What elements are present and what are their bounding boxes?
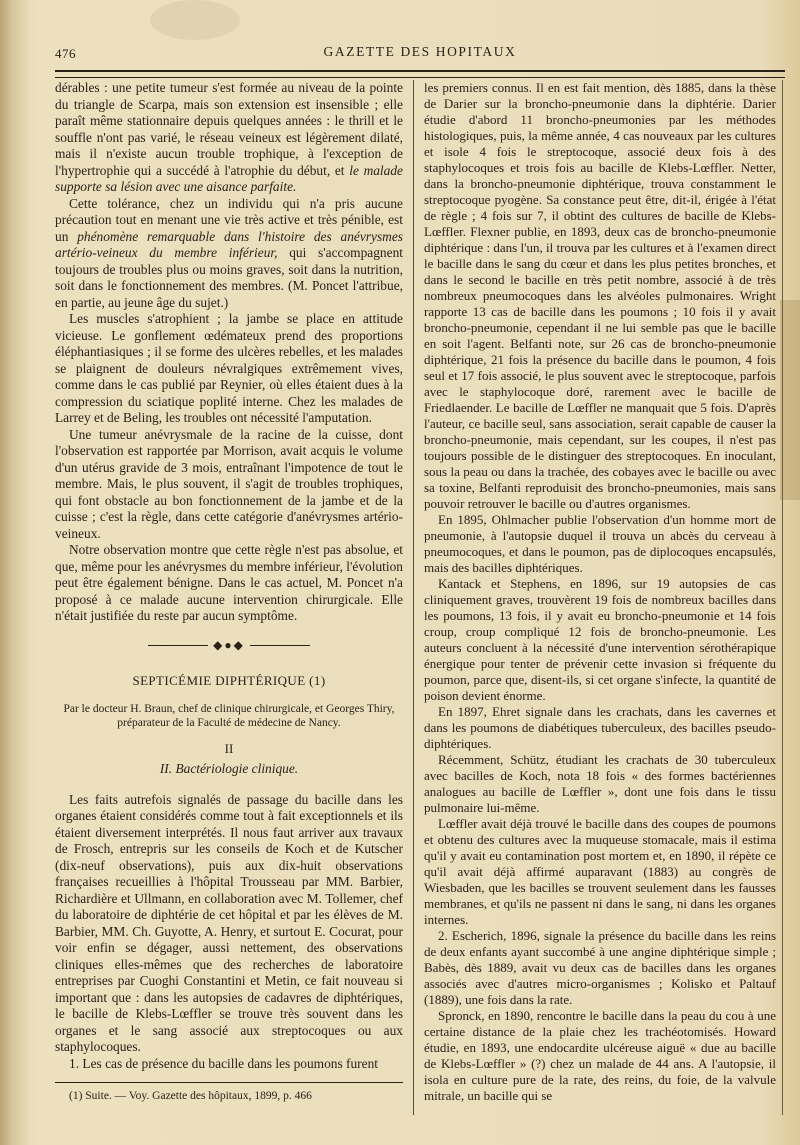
paragraph: Les faits autrefois signalés de passage du bacille dans les organes étaient considérés comme tout à fait exceptionnels et ils étaient diversement interprétés. Il nous faut arriver aux travaux de Frosch, entrepris sur les conseils de Koch et de Kutscher (dix-neuf observations), puis aux dix-huit observations françaises recueillies à l'hôpital Trousseau par MM. Barbier, Richardière et Ullmann, en collaboration avec M. Tollemer, chef du laboratoire de diphtérie de cet hôpital et par les élèves de M. Barbier, MM. Ch. Guyotte, A. Henry, et surtout E. Cocurat, pour voir enfin se dégager, aussi nettement, des observations cliniques elles-mêmes que des recherches de laboratoire entreprises par Cuoghi Constantini et Metin, ce fait nouveau si important que : dans les autopsies de cadavres de diphtériques, le bacille de Klebs-Lœffler se trouve très souvent dans les organes et le sang associé aux streptocoques ou aux staphylocoques. — [55, 791, 403, 1054]
article-title: SEPTICÉMIE DIPHTÉRIQUE (1) — [132, 673, 326, 688]
page-header — [55, 42, 785, 66]
page-edge-rule — [782, 80, 783, 1115]
paragraph: Récemment, Schütz, étudiant les crachats de 30 tuberculeux avec bacilles de Koch, nota 18 fois « des formes bactériennes analogues au bacille de Lœffler », dont une fois dans le tissu pulmonaire lui-même. — [424, 752, 776, 815]
paper-stain — [780, 300, 800, 500]
page-number: 476 — [55, 46, 76, 61]
paragraph: Une tumeur anévrysmale de la racine de la cuisse, dont l'observation est rapportée par Morrison, avait acquis le volume d'un utérus gravide de 3 mois, entraînant l'impotence de tout le membre. Mais, le plus souvent, il s'agit de troubles trophiques, qui font obstacle au bon fonctionnement de la jambe et de la cuisse ; c'est la règle, dans cette catégorie d'anévrysmes artério-veineux. — [55, 426, 403, 541]
paragraph: Les muscles s'atrophient ; la jambe se place en attitude vicieuse. Le gonflement œdémateux prend des proportions éléphantiasiques ; il se forme des ulcères rebelles, et les malades se plaignent de douleurs névralgiques extrêmement vives, comme dans le cas publié par Reynier, où elles étaient dues à la compression du sciatique poplité interne. Chez les malades de Larrey et de Beling, les troubles ont nécessité l'amputation. — [55, 311, 403, 425]
article-byline: Par le docteur H. Braun, chef de clinique chirurgicale, et Georges Thiry, préparateur de la Faculté de médecine de Nancy. — [63, 702, 395, 729]
paragraph: Notre observation montre que cette règle n'est pas absolue, et que, même pour les anévrysmes du membre inférieur, l'évolution peut être également bénigne. Dans le cas actuel, M. Poncet n'a proposé à ce malade aucune intervention chirurgicale. Elle n'était justifiée du reste par aucun symptôme. — [55, 542, 403, 623]
paper-stain — [0, 0, 30, 1145]
paragraph: En 1895, Ohlmacher publie l'observation d'un homme mort de pneumonie, à l'autopsie duquel il trouva un abcès du cerveau à pneumocoques, et dans le poumon, pas de diplocoques encapsulés, mais des bacilles diphtériques. — [424, 512, 776, 575]
journal-title: GAZETTE DES HOPITAUX — [323, 44, 517, 59]
section-number: II — [224, 740, 234, 756]
paragraph: 2. Escherich, 1896, signale la présence du bacille dans les reins de deux enfants ayant succombé à une angine diphtérique simple ; Babès, dès 1889, avait vu deux cas de bacilles dans les organes associés avec d'autres micro-organismes ; Kolisko et Paltauf (1889), une fois dans la rate. — [424, 928, 776, 1007]
left-column — [55, 80, 403, 1103]
paragraph: 1. Les cas de présence du bacille dans les poumons furent — [69, 1055, 378, 1071]
section-ornament: ◆●◆ — [55, 637, 403, 654]
paragraph: Lœffler avait déjà trouvé le bacille dans des coupes de poumons et obtenu des cultures avec la muqueuse stomacale, mais il estima qu'il y avait eu contamination post mortem et, en 1890, il répète ce qu'il avait déjà affirmé auparavant (1883) au congrès de Wiesbaden, que les bacilles se trouvent seulement dans les fausses membranes, et qu'ils ne passent ni dans le sang, ni dans les organes internes. — [424, 816, 776, 927]
paragraph: les premiers connus. Il en est fait mention, dès 1885, dans la thèse de Darier sur la broncho-pneumonie dans la diphtérie. Darier étudie d'abord 11 broncho-pneumonies par les méthodes histologiques, puis, la même année, 4 cas nouveaux par les cultures et isole 4 fois le streptocoque, associé deux fois à des staphylocoques et trois fois au bacille de Klebs-Lœffler. Netter, dans la broncho-pneumonie diphtérique, trouva constamment le streptocoque pyogène. Sa constance peut être, dit-il, érigée à l'état de règle ; 4 fois sur 7, il obtint des cultures de bacille de Klebs-Lœffler. Flexner publie, en 1893, deux cas de broncho-pneumonie diphtérique : dans l'un, il trouva par les cultures et à l'examen direct le bacille dans le sang du cœur et dans les plus petites bronches, et dans le second le bacille en très petit nombre, associé à de très nombreux pneumocoques dans les alvéoles pulmonaires. Wright rapporte 13 cas de bacille dans les poumons ; 10 fois il y avait broncho-pneumonie, cependant il ne lui semble pas que le bacille en soit l'agent. Belfanti note, sur 26 cas de broncho-pneumonie diphtérique, 21 fois la présence du bacille dans le poumon, 4 fois seul et 17 fois associé, le plus souvent avec le streptocoque, parfois avec le staphylocoque doré, rarement avec le bacille de Friedlaender. Le bacille de Lœffler ne manquait que 5 fois. D'après l'auteur, ce bacille seul, sans association, serait capable de causer la broncho-pneumonie, mais cependant, sur les coupes, il n'est pas toujours possible de le distinguer des streptocoques. En inoculant, sous la peau ou dans la trachée, des cobayes avec le bacille ou avec sa toxine, Belfanti reproduisit des broncho-pneumonies, mais sans pouvoir retrouver le bacille ou d'autres organismes. — [424, 80, 776, 511]
right-column — [424, 80, 776, 1104]
footnote-rule — [55, 1082, 403, 1083]
paragraph: dérables : une petite tumeur s'est formée au niveau de la pointe du triangle de Scarpa, mais son extension est insensible ; elle paraît même stationnaire depuis quelques années : le thrill et le souffle n'ont pas varié, le réseau veineux est légèrement dilaté, mais il n'existe aucun trouble trophique, à l'exception de l'hypertrophie qui a succédé à l'atrophie du début, et le malade supporte sa lésion avec une aisance parfaite. — [55, 80, 403, 194]
paragraph: Spronck, en 1890, rencontre le bacille dans la peau du cou à une certaine distance de la plaie chez les trachéotomisés. Howard étudie, en 1893, une endocardite ulcéreuse aiguë « due au bacille de Klebs-Lœffler » (?) chez un malade de 44 ans. A l'autopsie, il isola en culture pure de la rate, des reins, du foie, de la valvule mitrale, un bacille qui se — [424, 1008, 776, 1103]
footnote: (1) Suite. — Voy. Gazette des hôpitaux, 1899, p. 466 — [69, 1090, 312, 1102]
section-title: II. Bactériologie clinique. — [159, 761, 299, 776]
paper-stain — [150, 0, 240, 40]
paragraph: Cette tolérance, chez un individu qui n'a pris aucune précaution tout en menant une vie très active et très pénible, est un phénomène remarquable dans l'histoire des anévrysmes artério-veineux du membre inférieur, qui s'accompagnent toujours de troubles plus ou moins graves, soit dans la nutrition, soit dans le fonctionnement des membres. (M. Poncet l'attribue, en partie, au jeune âge du sujet.) — [55, 195, 403, 310]
paragraph: En 1897, Ehret signale dans les crachats, dans les cavernes et dans les poumons de diabétiques tuberculeux, des bacilles pseudo-diphtériques. — [424, 704, 776, 751]
column-divider — [413, 80, 414, 1115]
header-rule — [55, 70, 785, 78]
paragraph: Kantack et Stephens, en 1896, sur 19 autopsies de cas cliniquement graves, trouvèrent 19 fois de nombreux bacilles dans les poumons, 13 fois, il y avait eu broncho-pneumonie et 14 fois croup, croup compliqué 12 fois de broncho-pneumonie. Les auteurs concluent à la nécessité d'une intervention sérothérapique énergique pour tenter de prévenir cette invasion si fréquente du poumon, parce que, disent-ils, si cet organe s'infecte, la quantité de poison devient énorme. — [424, 576, 776, 703]
